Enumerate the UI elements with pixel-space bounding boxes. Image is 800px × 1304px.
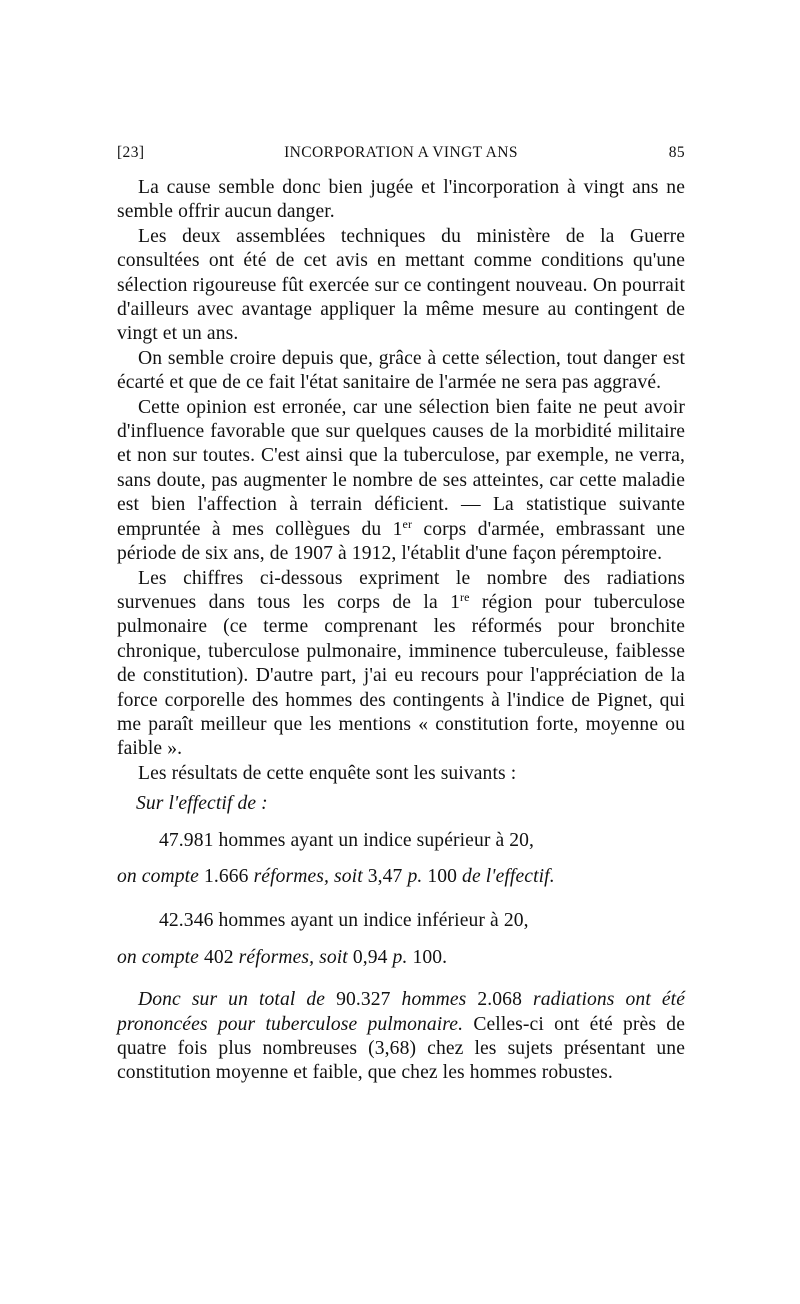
- results-row-4: on compte 402 réformes, soit 0,94 p. 100.: [117, 946, 448, 968]
- paragraph-5-before: Les chiffres ci-dessous expriment le nombre des radiations survenues dans tous les corps de la 1: [117, 567, 685, 613]
- paragraph-4-before: Cette opinion est erronée, car une sélection bien faite ne peut avoir d'influence favorable que sur quelques causes de la morbidité militaire et non sur toutes. C'est ainsi que la tuberculose, par exemple, ne verra, sans doute, pas augmenter le nombre de ses atteintes, car cette maladie est bien l'affection à terrain déficient. — La statistique suivante empruntée à mes collègues du 1: [117, 396, 685, 540]
- paragraph-4: [117, 396, 685, 567]
- paragraph-5-after: région pour tuberculose pulmonaire (ce terme comprenant les réformés pour bronchite chronique, tuberculose pulmonaire, imminence tuberculeuse, faiblesse de constitution). D'autre part, j'ai eu recours pour l'appréciation de la force corporelle des hommes des contingents à l'indice de Pignet, qui me paraît meilleur que les mentions « constitution forte, moyenne ou faible ».: [117, 591, 685, 760]
- superscript-re: re: [460, 589, 470, 604]
- results-row-1: 47.981 hommes ayant un indice supérieur à 20,: [159, 829, 535, 851]
- main-text: [117, 176, 685, 1086]
- paragraph-4-after: corps d'armée, embrassant une période de six ans, de 1907 à 1912, l'établit d'une façon péremptoire.: [117, 518, 685, 565]
- superscript-er: er: [402, 516, 413, 531]
- folio: 85: [668, 144, 685, 161]
- conclusion-paragraph: Donc sur un total de 90.327 hommes 2.068 radiations ont été prononcées pour tuberculose pulmonaire. Celles-ci ont été près de quatre fois plus nombreuses (3,68) chez les sujets présentant une constitution moyenne et faible, que chez les hommes robustes.: [117, 989, 685, 1084]
- page-number: [23]: [117, 144, 145, 161]
- results-lead: Sur l'effectif de :: [136, 793, 268, 815]
- paragraph-3: On semble croire depuis que, grâce à cette sélection, tout danger est écarté et que de ce fait l'état sanitaire de l'armée ne sera pas aggravé.: [117, 347, 685, 394]
- results-row-2: on compte 1.666 réformes, soit 3,47 p. 100 de l'effectif.: [117, 865, 555, 887]
- paragraph-5: [117, 567, 685, 762]
- paragraph-6: Les résultats de cette enquête sont les suivants :: [138, 762, 517, 784]
- results-row-3: 42.346 hommes ayant un indice inférieur à 20,: [159, 910, 529, 932]
- results-block: [117, 792, 685, 970]
- running-title: INCORPORATION A VINGT ANS: [284, 144, 518, 161]
- paragraph-1: La cause semble donc bien jugée et l'incorporation à vingt ans ne semble offrir aucun danger.: [117, 177, 685, 223]
- running-header: [117, 144, 685, 168]
- paragraph-2: Les deux assemblées techniques du ministère de la Guerre consultées ont été de cet avis en mettant comme conditions qu'une sélection rigoureuse fût exercée sur ce contingent nouveau. On pourrait d'ailleurs avec avantage appliquer la même mesure au contingent de vingt et un ans.: [117, 225, 685, 345]
